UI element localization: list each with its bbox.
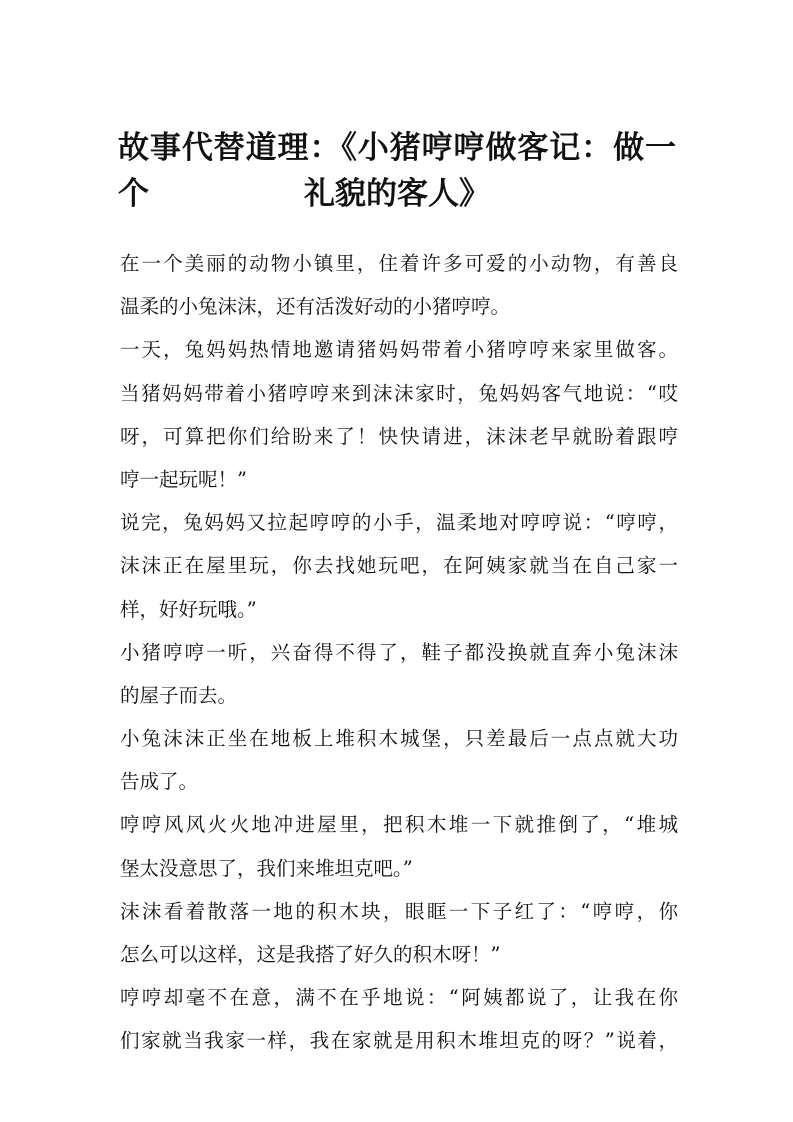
body-text-line: 告成了。 (120, 770, 199, 794)
body-text-line: 哼一起玩呢！” (120, 467, 247, 491)
body-text-line: 哼哼却毫不在意，满不在乎地说：“阿姨都说了，让我在你 (120, 986, 678, 1010)
document-body (120, 242, 678, 1063)
body-text-line: 哼哼风风火火地冲进屋里，把积木堆一下就推倒了，“堆城 (120, 813, 678, 837)
body-text-line: 说完，兔妈妈又拉起哼哼的小手，温柔地对哼哼说：“哼哼， (120, 511, 678, 535)
body-text-line: 样，好好玩哦。” (120, 597, 257, 621)
body-text-line: 一天，兔妈妈热情地邀请猪妈妈带着小猪哼哼来家里做客。 (120, 338, 678, 362)
body-text-line: 小兔沫沫正坐在地板上堆积木城堡，只差最后一点点就大功 (120, 727, 678, 751)
body-text-line: 的屋子而去。 (120, 683, 238, 707)
body-text-line: 们家就当我家一样，我在家就是用积木堆坦克的呀？”说着， (120, 1029, 678, 1053)
body-text-line: 呀，可算把你们给盼来了！快快请进，沫沫老早就盼着跟哼 (120, 424, 678, 448)
body-text-line: 温柔的小兔沫沫，还有活泼好动的小猪哼哼。 (120, 295, 511, 319)
document-title (118, 125, 676, 217)
body-text-line: 沫沫正在屋里玩，你去找她玩吧，在阿姨家就当在自己家一 (120, 554, 678, 578)
title-line-1: 故事代替道理：《小猪哼哼做客记：做一个 (118, 130, 676, 212)
body-text-line: 小猪哼哼一听，兴奋得不得了，鞋子都没换就直奔小兔沫沫 (120, 640, 678, 664)
body-text-line: 当猪妈妈带着小猪哼哼来到沫沫家时，兔妈妈客气地说：“哎 (120, 381, 678, 405)
body-text-line: 沫沫看着散落一地的积木块，眼眶一下子红了：“哼哼，你 (120, 899, 678, 923)
body-text-line: 堡太没意思了，我们来堆坦克吧。” (120, 856, 413, 880)
body-text-line: 在一个美丽的动物小镇里，住着许多可爱的小动物，有善良 (120, 252, 678, 275)
title-line-2: 礼貌的客人》 (304, 176, 490, 212)
body-text-line: 怎么可以这样，这是我搭了好久的积木呀！” (120, 943, 501, 966)
